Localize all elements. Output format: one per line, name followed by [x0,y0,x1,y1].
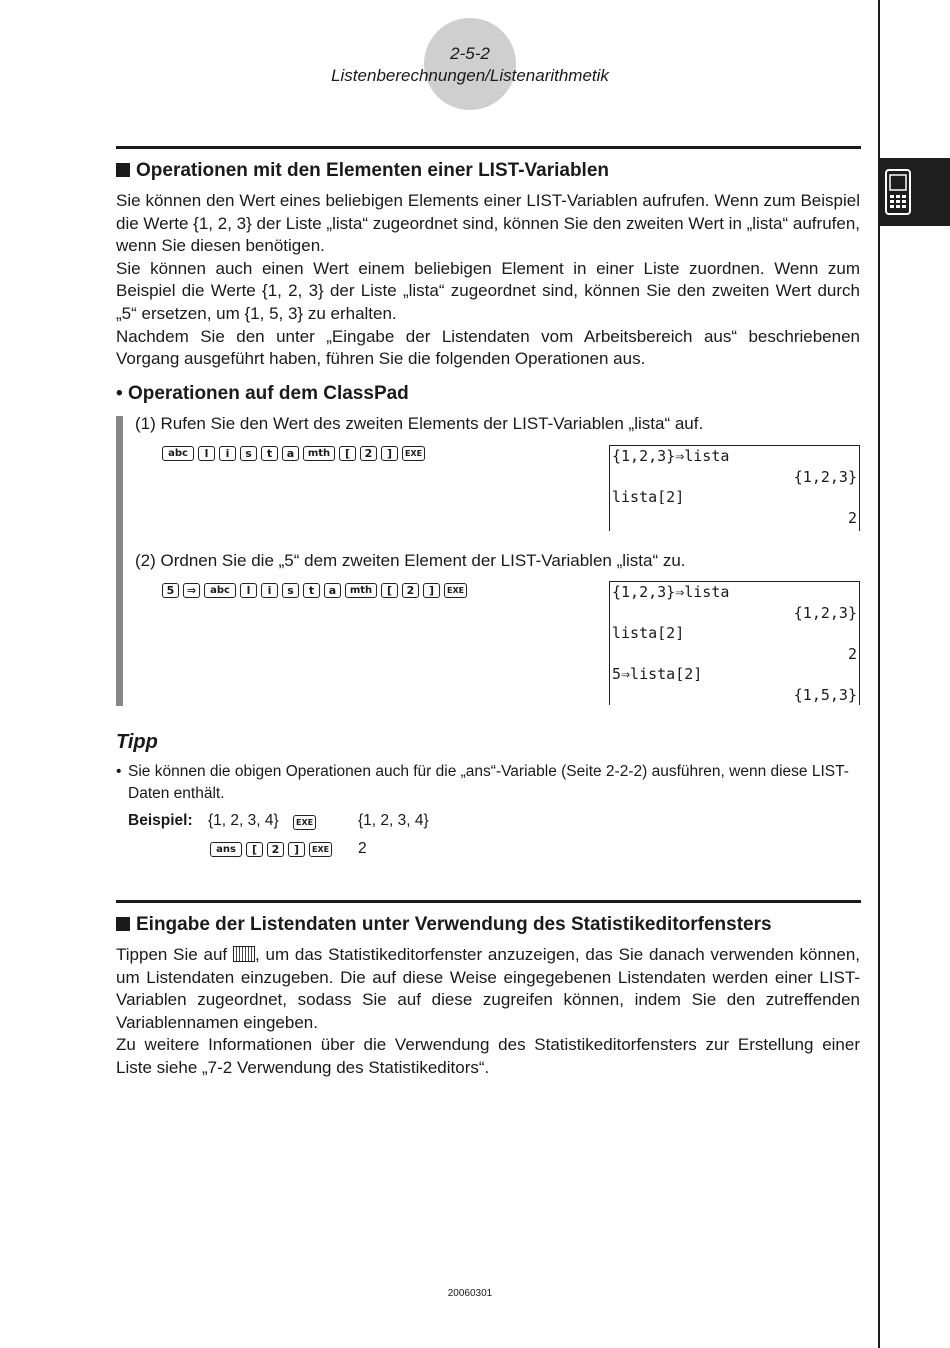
calculator-key: i [261,583,278,598]
step-2-text: (2) Ordnen Sie die „5“ dem zweiten Element der LIST-Variablen „lista“ zu. [135,551,686,570]
header-circle [424,18,516,110]
chapter-tab [880,158,950,226]
square-bullet-icon [116,163,130,177]
tipp-heading: Tipp [116,731,158,753]
exe-key: EXE [293,815,316,830]
example-label: Beispiel: [128,812,193,829]
calculator-key: 2 [267,842,284,857]
example-2-keys [210,842,332,857]
key-sequence-1 [162,446,425,461]
section-rule [116,146,861,149]
tipp-body [116,761,860,805]
step-1-text: (1) Rufen Sie den Wert des zweiten Elements der LIST-Variablen „lista“ auf. [135,414,704,433]
calculator-screen-2 [609,581,860,705]
screen-input-line: {1,2,3}⇒lista [612,583,730,601]
calculator-key: mth [303,446,335,461]
calculator-key: EXE [402,446,425,461]
step-bar [116,416,123,706]
screen-result-line: {1,5,3} [793,685,857,704]
calculator-key: l [240,583,257,598]
calculator-key: 2 [360,446,377,461]
calculator-key: ] [288,842,305,857]
section-heading: Operationen mit den Elementen einer LIST-Variablen [116,160,609,182]
screen-result-line: {1,2,3} [793,467,857,486]
paragraph: Tippen Sie auf , um das Statistikeditorfenster anzuzeigen, das Sie danach verwenden können, um Listendaten einzugeben. Die auf diese Weise eingegebenen Listendaten werden einer LIST-Variablen zugeordnet, sodass Sie auf diese zugreifen können, indem Sie den zutreffenden Variablennamen eingeben. [116,945,861,1032]
calculator-key: a [282,446,299,461]
calculator-key: ⇒ [183,583,200,598]
paragraph: Sie können den Wert eines beliebigen Elements einer LIST-Variablen aufrufen. Wenn zum Beispiel die Werte {1, 2, 3} der Liste „lista“ zugeordnet sind, können Sie den zweiten Wert in „lista“ aufrufen, wenn Sie diesen benötigen. [116,191,860,256]
paragraph: Zu weitere Informationen über die Verwendung des Statistikeditorfensters zur Erstellung einer Liste siehe „7-2 Verwendung des Statistikeditors“. [116,1035,860,1077]
calculator-key: abc [204,583,236,598]
calculator-key: s [282,583,299,598]
section-body [116,944,860,1080]
screen-input-line: lista[2] [612,624,685,642]
calculator-key: ] [423,583,440,598]
screen-result-line: 2 [847,644,857,663]
page-code: 2-5-2 [450,44,490,63]
screen-result-line: 2 [847,508,857,527]
calculator-key: [ [381,583,398,598]
tipp-text: Sie können die obigen Operationen auch für die „ans“-Variable (Seite 2-2-2) ausführen, wenn diese LIST-Daten enthält. [128,763,849,802]
key-sequence-2 [162,583,467,598]
calculator-key: 2 [402,583,419,598]
screen-input-line: lista[2] [612,488,685,506]
screen-input-line: {1,2,3}⇒lista [612,447,730,465]
calculator-key: mth [345,583,377,598]
calculator-key: t [303,583,320,598]
section-body [116,190,860,371]
calculator-key: abc [162,446,194,461]
calculator-key: ans [210,842,242,857]
calculator-key: EXE [309,842,332,857]
paragraph: Nachdem Sie den unter „Eingabe der Listendaten vom Arbeitsbereich aus“ beschriebenen Vorgang ausgeführt haben, führen Sie die folgenden Operationen aus. [116,326,860,369]
calculator-key: [ [246,842,263,857]
calculator-key: [ [339,446,356,461]
example-1-result: {1, 2, 3, 4} [358,812,429,829]
calculator-key: s [240,446,257,461]
calculator-key: 5 [162,583,179,598]
page-title: Listenberechnungen/Listenarithmetik [331,66,609,85]
square-bullet-icon [116,917,130,931]
subsection-heading: • Operationen auf dem ClassPad [116,383,409,404]
calculator-key: l [198,446,215,461]
calculator-key: EXE [444,583,467,598]
stat-editor-icon [233,946,255,962]
example-2-result: 2 [358,840,367,857]
calculator-icon [884,168,914,216]
screen-result-line: {1,2,3} [793,603,857,622]
calculator-key: a [324,583,341,598]
paragraph: Sie können auch einen Wert einem beliebigen Element in einer Liste zuordnen. Wenn zum Beispiel die Werte {1, 2, 3} der Liste „lista“ zugeordnet sind, können Sie den zweiten Wert durch „5“ ersetzen, um {1, 5, 3} zu erhalten. [116,258,860,323]
calculator-screen-1 [609,445,860,531]
calculator-key: i [219,446,236,461]
screen-input-line: 5⇒lista[2] [612,665,703,683]
example-1-input: {1, 2, 3, 4} [208,812,279,829]
section-rule [116,900,861,903]
section-heading: Eingabe der Listendaten unter Verwendung des Statistikeditorfensters [116,914,772,936]
calculator-key: t [261,446,278,461]
footer-code: 20060301 [447,1288,493,1299]
calculator-key: ] [381,446,398,461]
example-1-key [293,815,316,830]
tipp-bullet: • [116,763,122,780]
